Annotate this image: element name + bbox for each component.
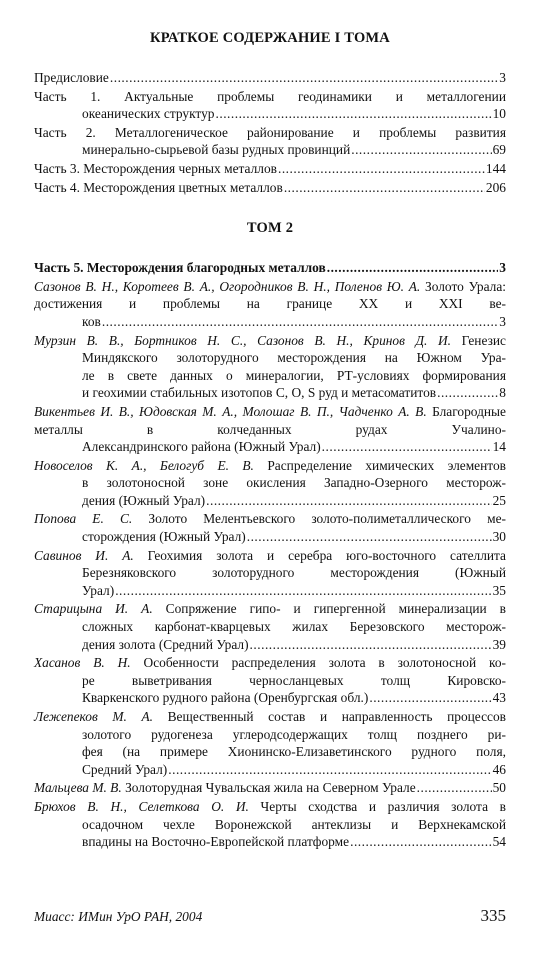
entry-authors: Савинов И. А.	[34, 547, 134, 563]
page-ref: 54	[492, 834, 506, 850]
entry-first-line	[34, 547, 506, 565]
toc-entry	[34, 654, 506, 707]
page-ref: 3	[499, 70, 506, 85]
entry-first-line	[34, 457, 506, 475]
page-ref: 3	[499, 260, 506, 276]
toc-entry-last-line	[34, 105, 506, 123]
entry-title-start: Сопряжение гипо- и гипергенной минерализации в	[152, 601, 506, 617]
entry-authors: Старицына И. А.	[34, 601, 153, 617]
toc-entry-last-line	[34, 636, 506, 654]
page-ref: 8	[499, 385, 506, 401]
entry-title-line: и геохимии стабильных изотопов С, О, S руд и метасоматитов	[82, 385, 437, 401]
entry-title-start: Геохимия золота и серебра юго-восточного сателлита	[133, 547, 507, 563]
publisher-info: Миасс: ИМин УрО РАН, 2004	[34, 909, 203, 924]
entry-title-start: Генезис	[451, 332, 506, 348]
dot-leader	[437, 384, 498, 402]
page-ref: 206	[485, 179, 506, 195]
entry-authors: Мурзин В. В., Бортников Н. С., Сазонов В. Н., Кринов Д. И.	[34, 332, 452, 348]
dot-leader	[369, 689, 491, 707]
entry-title-line: Средний Урал)	[82, 761, 168, 777]
page-ref: 30	[492, 529, 506, 545]
entry-authors: Попова Е. С.	[34, 511, 133, 527]
dot-leader	[322, 438, 492, 456]
dot-leader	[206, 492, 491, 510]
entry-title-line: дения золота (Средний Урал)	[82, 636, 249, 652]
toc-entry	[34, 779, 506, 797]
toc-entry	[34, 600, 506, 653]
entry-title-line: ре выветривания черносланцевых толщ Кировско-	[82, 672, 506, 688]
toc-entry-last-line	[34, 761, 506, 779]
volume2-heading: ТОМ 2	[246, 220, 294, 237]
toc-entry-last-line	[34, 179, 506, 197]
entry-title-start: Золоторудная Чувальская жила на Северном Урале	[121, 780, 416, 796]
toc-entry	[34, 124, 506, 159]
toc-entry	[34, 547, 506, 600]
toc-entry	[34, 457, 506, 510]
dot-leader	[350, 833, 492, 851]
entry-title-line: золотого рудогенеза углеродсодержащих толщ позднего ри-	[82, 726, 506, 742]
entry-title-line: Миндякского золоторудного месторождения на Южном Ура-	[82, 350, 506, 366]
entry-authors: Викентьев И. В., Юдовская М. А., Молошаг В. П., Чадченко А. В.	[34, 403, 427, 419]
entry-first-line	[34, 510, 506, 528]
entry-title-line: Часть 4. Месторождения цветных металлов	[34, 179, 283, 195]
entry-title-line: сторождения (Южный Урал)	[82, 529, 246, 545]
page-ref: 14	[492, 439, 506, 455]
toc-entry	[34, 798, 506, 851]
toc-entry	[34, 332, 506, 402]
entry-title-start: Золото Мелентьевского золото-полиметаллического ме-	[132, 511, 506, 527]
part5-entry	[34, 259, 506, 277]
toc-entry	[34, 88, 506, 123]
page-ref: 50	[492, 780, 506, 796]
entry-title-line: впадины на Восточно-Европейской платформе	[82, 834, 350, 850]
entry-title-line: Предисловие	[34, 70, 109, 85]
volume1-toc	[34, 69, 506, 196]
volume2-toc	[34, 259, 506, 851]
entry-title-line: Александринского района (Южный Урал)	[82, 439, 321, 455]
entry-authors: Сазонов В. Н., Коротеев В. А., Огородников В. Н., Поленов Ю. А.	[34, 278, 421, 294]
toc-entry	[34, 69, 506, 87]
toc-entry-last-line	[34, 492, 506, 510]
dot-leader	[417, 779, 492, 797]
entry-title-line: Часть 1. Актуальные проблемы геодинамики и металлогении	[34, 88, 506, 104]
entry-first-line	[34, 332, 506, 350]
toc-entry-last-line	[34, 69, 506, 87]
entry-first-line	[34, 798, 506, 816]
page-ref: 69	[492, 142, 506, 158]
page-ref: 144	[485, 160, 506, 176]
entry-first-line	[34, 278, 506, 313]
page-ref: 25	[492, 492, 506, 508]
toc-entry-last-line	[34, 833, 506, 851]
toc-page	[34, 30, 506, 852]
entry-title-line: фея (на примере Хионинско-Елизаветинского рудного поля,	[82, 744, 506, 760]
page-ref: 3	[499, 313, 506, 329]
dot-leader	[115, 582, 491, 600]
toc-entry-last-line	[34, 528, 506, 546]
toc-entry	[34, 510, 506, 545]
entry-authors: Лежепеков М. А.	[34, 709, 154, 724]
entry-title-start: Распределение химических элементов	[253, 457, 506, 473]
entry-title-start: Благородные металлы в колчеданных рудах Учалино-	[34, 403, 507, 437]
dot-leader	[168, 761, 491, 779]
dot-leader	[247, 528, 492, 546]
dot-leader	[284, 179, 485, 197]
entry-first-line	[34, 600, 506, 618]
toc-entry-last-line	[34, 438, 506, 456]
entry-title-start: Золото Урала: достижения и проблемы на границе XX и XXI ве-	[34, 278, 506, 312]
entry-first-line	[34, 654, 506, 672]
dot-leader	[110, 69, 498, 87]
entry-title-start: Особенности распределения золота в золотоносной ко-	[130, 655, 506, 671]
toc-entry	[34, 278, 506, 331]
entry-title-line: океанических структур	[82, 106, 215, 122]
entry-title-line: Кваркенского рудного района (Оренбургская обл.)	[82, 690, 369, 706]
entry-title-start: Черты сходства и различия золота в	[248, 798, 506, 814]
page-ref: 46	[492, 761, 506, 777]
summary-heading: КРАТКОЕ СОДЕРЖАНИЕ I ТОМА	[150, 30, 390, 46]
entry-authors: Мальцева М. В.	[34, 780, 122, 796]
toc-entry-last-line	[34, 384, 506, 402]
entry-title-line: ле в свете данных о минералогии, РТ-условиях формирования	[82, 367, 506, 383]
entry-authors: Хасанов В. Н.	[34, 655, 131, 671]
toc-entry-last-line	[34, 160, 506, 178]
entry-title-line: минерально-сырьевой базы рудных провинций	[82, 142, 351, 158]
entry-title-line: сложных карбонат-кварцевых жилах Березовского месторож-	[82, 619, 506, 635]
entry-first-line	[34, 779, 416, 797]
toc-entry	[34, 160, 506, 178]
dot-leader	[351, 141, 491, 159]
entry-title-line: Часть 3. Месторождения черных металлов	[34, 160, 277, 176]
entry-title-line: ков	[82, 313, 101, 329]
part5-title: Часть 5. Месторождения благородных металлов	[34, 260, 326, 276]
toc-entry	[34, 403, 506, 456]
entry-first-line	[34, 403, 506, 438]
toc-entry-last-line	[34, 313, 506, 331]
entry-title-line: Урал)	[82, 582, 115, 598]
entry-authors: Брюхов В. Н., Селеткова О. И.	[34, 798, 249, 814]
toc-entry-last-line	[34, 259, 506, 277]
page-ref: 39	[492, 636, 506, 652]
entry-title-line: Березняковского золоторудного месторождения (Южный	[82, 565, 506, 581]
toc-entry-last-line	[34, 141, 506, 159]
entry-authors: Новоселов К. А., Белогуб Е. В.	[34, 457, 254, 473]
dot-leader	[327, 259, 499, 277]
entry-title-line: осадочном чехле Воронежской антеклизы и Верхнекамской	[82, 816, 506, 832]
toc-entry-last-line	[34, 689, 506, 707]
dot-leader	[278, 160, 485, 178]
page-footer	[34, 906, 506, 926]
entry-title-line: в золотоносной зоне окисления Западно-Озерного месторож-	[82, 475, 506, 491]
toc-entry-last-line	[34, 779, 506, 797]
dot-leader	[250, 636, 492, 654]
entry-first-line	[34, 708, 506, 726]
dot-leader	[216, 105, 492, 123]
page-ref: 35	[492, 582, 506, 598]
dot-leader	[102, 313, 498, 331]
toc-entry-last-line	[34, 582, 506, 600]
entry-title-line: дения (Южный Урал)	[82, 492, 206, 508]
toc-entry	[34, 179, 506, 197]
page-ref: 10	[492, 106, 506, 122]
entry-title-line: Часть 2. Металлогеническое районирование и проблемы развития	[34, 124, 506, 140]
toc-entry	[34, 708, 506, 778]
page-ref: 43	[492, 690, 506, 706]
entry-title-start: Вещественный состав и направленность процессов	[153, 709, 506, 724]
page-number: 335	[480, 906, 506, 925]
